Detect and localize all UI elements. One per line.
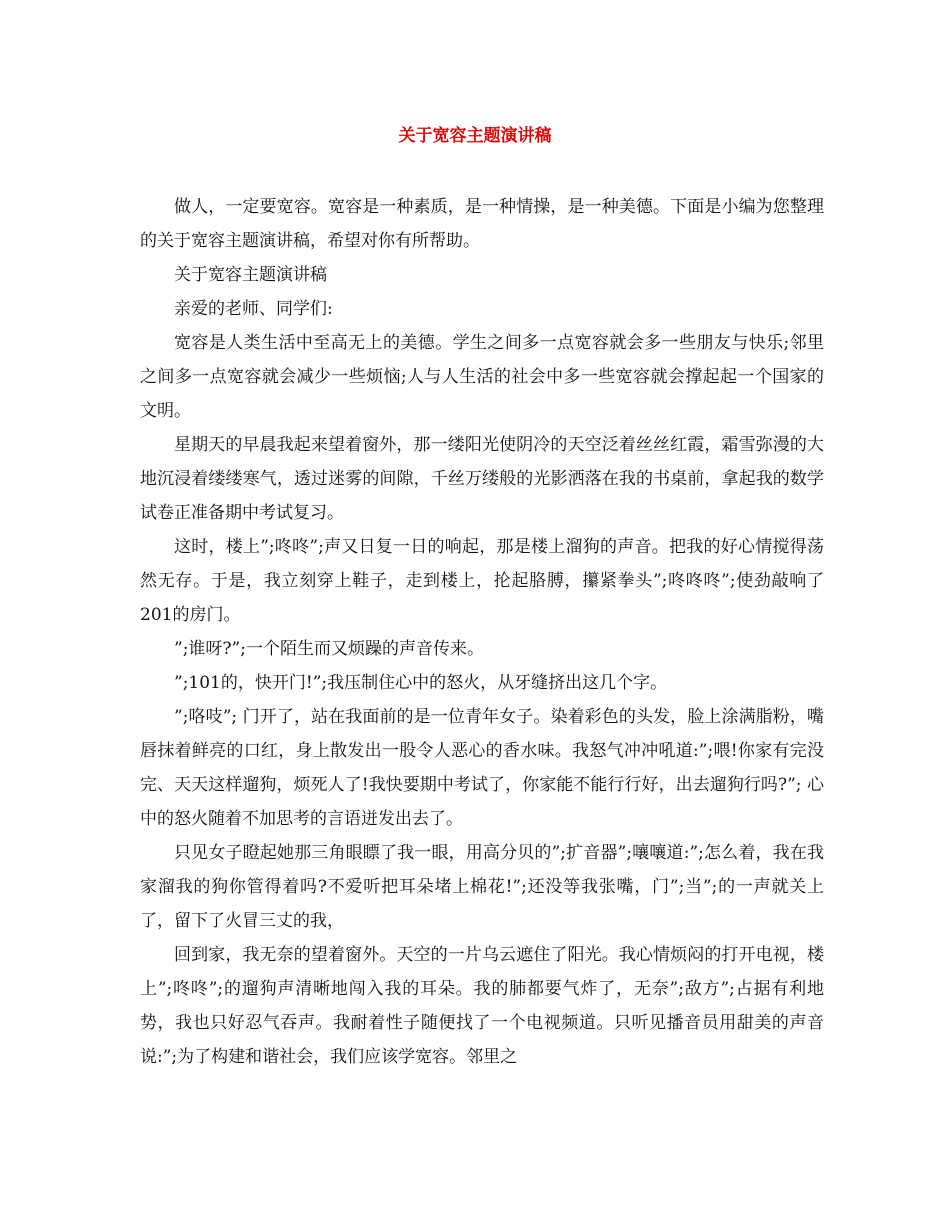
paragraph: 这时，楼上”;咚咚”;声又日复一日的响起，那是楼上溜狗的声音。把我的好心情搅得荡然无存。于是，我立刻穿上鞋子，走到楼上，抡起胳膊，攥紧拳头”;咚咚咚”;使劲敲响了201的房门。 (140, 537, 824, 625)
paragraph: ”;咯吱”; 门开了，站在我面前的是一位青年女子。染着彩色的头发，脸上涂满脂粉，嘴唇抹着鲜亮的口红，身上散发出一股令人恶心的香水味。我怒气冲冲吼道:”;喂!你家有完没完、天天这样遛狗，烦死人了!我快要期中考试了，你家能不能行行好，出去遛狗行吗?”; 心中的怒火随着不加思考的言语迸发出去了。 (140, 707, 824, 829)
paragraph-salutation: 亲爱的老师、同学们: (174, 299, 333, 319)
paragraph: 只见女子瞪起她那三角眼瞟了我一眼，用高分贝的”;扩音器”;嚷嚷道:”;怎么着，我在我家溜我的狗你管得着吗?不爱听把耳朵堵上棉花!”;还没等我张嘴，门”;当”;的一声就关上了，留下了火冒三丈的我， (140, 843, 824, 931)
paragraph: 星期天的早晨我起来望着窗外，那一缕阳光使阴冷的天空泛着丝丝红霞，霜雪弥漫的大地沉浸着缕缕寒气，透过迷雾的间隙，千丝万缕般的光影洒落在我的书桌前，拿起我的数学试卷正准备期中考试复习。 (140, 435, 824, 523)
paragraph: ”;101的，快开门!”;我压制住心中的怒火，从牙缝挤出这几个字。 (174, 673, 668, 693)
paragraph: 宽容是人类生活中至高无上的美德。学生之间多一点宽容就会多一些朋友与快乐;邻里之间多一点宽容就会减少一些烦恼;人与人生活的社会中多一些宽容就会撑起起一个国家的文明。 (140, 333, 824, 421)
paragraph: 回到家，我无奈的望着窗外。天空的一片乌云遮住了阳光。我心情烦闷的打开电视，楼上”;咚咚”;的遛狗声清晰地闯入我的耳朵。我的肺都要气炸了，无奈”;敌方”;占据有利地势，我也只好忍气吞声。我耐着性子随便找了一个电视频道。只听见播音员用甜美的声音说:”;为了构建和谐社会，我们应该学宽容。邻里之 (140, 945, 824, 1067)
paragraph-intro: 做人，一定要宽容。宽容是一种素质，是一种情操，是一种美德。下面是小编为您整理的关于宽容主题演讲稿，希望对你有所帮助。 (140, 197, 824, 251)
paragraph: ”;谁呀?”;一个陌生而又烦躁的声音传来。 (174, 639, 484, 659)
document-body (140, 190, 824, 1074)
document-title: 关于宽容主题演讲稿 (398, 126, 552, 146)
paragraph-subtitle: 关于宽容主题演讲稿 (174, 265, 327, 285)
